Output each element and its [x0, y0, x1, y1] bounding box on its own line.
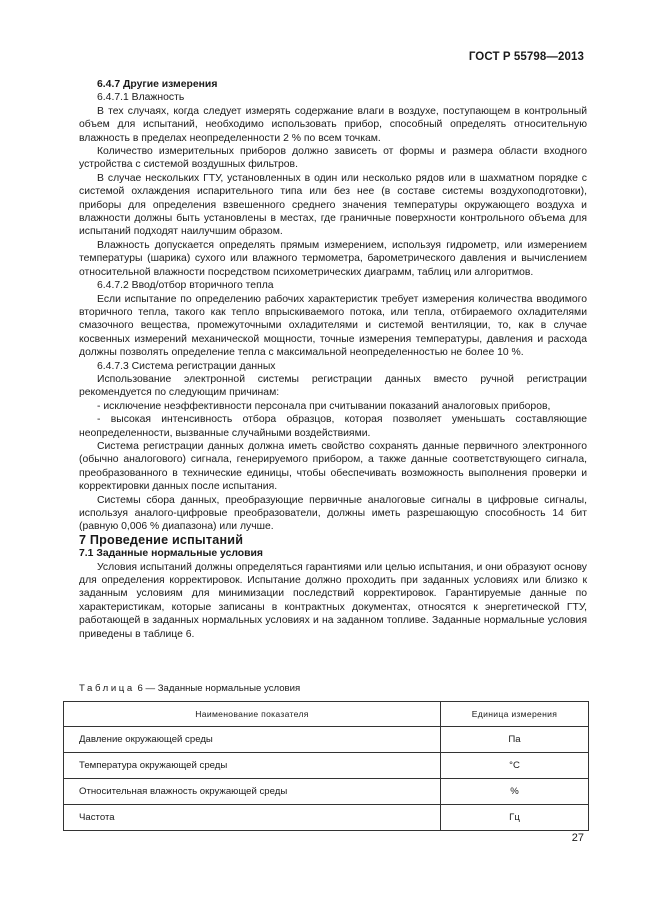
section-heading-7: 7 Проведение испытаний [79, 532, 244, 547]
subsection-title-data-logging: 6.4.7.3 Система регистрации данных [97, 360, 276, 372]
paragraph: Количество измерительных приборов должно зависеть от формы и размера области входного устройства с системой воздушных фильтров. [79, 146, 587, 171]
table-cell: Температура окружающей среды [64, 753, 441, 779]
table-6 [63, 701, 589, 831]
table-row [64, 779, 589, 805]
table-cell: Частота [64, 805, 441, 831]
list-item: - исключение неэффективности персонала при считывании показаний аналоговых приборов, [97, 400, 551, 412]
subsection-title-humidity: 6.4.7.1 Влажность [97, 92, 185, 104]
table-cell: Относительная влажность окружающей среды [64, 779, 441, 805]
paragraph: В тех случаях, когда следует измерять содержание влаги в воздухе, поступающем в контрольный объем для испытаний, необходимо использовать прибор, способный определять относительную влажность в пределах неопределенности 2 % по всем точкам. [79, 105, 587, 144]
table-header-row [64, 702, 589, 727]
table-cell: % [441, 779, 589, 805]
document-body [79, 78, 587, 641]
paragraph: Условия испытаний должны определяться гарантиями или целью испытания, и они образуют основу для определения корректировок. Испытание должно проходить при заданных условиях или близко к заданным условиям для минимизации последствий корректировок. Гарантируемые данные по характеристикам, которые записаны в контрактных документах, относятся к энергетической ГТУ, работающей в заданных нормальных условиях и на заданном топливе. Заданные нормальные условия приведены в таблице 6. [79, 561, 587, 640]
table-caption-title: 6 — Заданные нормальные условия [134, 683, 301, 694]
table-cell: °C [441, 753, 589, 779]
paragraph: Если испытание по определению рабочих характеристик требует измерения количества вводимого вторичного тепла, такого как тепло впрыскиваемого потока, или тепла, отбираемого охладителями смазочного вещества, промежуточными охладителями и системой вентиляции, то, как в случае косвенных измерений механической мощности, точные измерения температуры, давления и расхода должны позволять определение тепла с максимальной неопределенностью не более 10 %. [79, 293, 587, 359]
column-header: Наименование показателя [64, 702, 441, 727]
table-cell: Давление окружающей среды [64, 727, 441, 753]
document-code: ГОСТ Р 55798—2013 [468, 51, 584, 63]
paragraph: Использование электронной системы регистрации данных вместо ручной регистрации рекомендуется по следующим причинам: [79, 373, 587, 399]
table-cell: Па [441, 727, 589, 753]
table-row [64, 727, 589, 753]
table-row [64, 805, 589, 831]
list-item: - высокая интенсивность отбора образцов, которая позволяет уменьшать составляющие неопределенности, вызванные случайными воздействиями. [79, 414, 587, 439]
section-heading-6-4-7: 6.4.7 Другие измерения [97, 79, 218, 90]
table-row [64, 753, 589, 779]
table-caption [79, 683, 300, 694]
paragraph: Система регистрации данных должна иметь свойство сохранять данные первичного электронного (обычно аналогового) сигнала, генерируемого прибором, а также данные соответствующего сигнала, преобразованного в технические единицы, чтобы обеспечивать возможность выполнения проверки и корректировки данных после испытания. [79, 440, 587, 493]
column-header: Единица измерения [441, 702, 589, 727]
table-cell: Гц [441, 805, 589, 831]
paragraph: Системы сбора данных, преобразующие первичные аналоговые сигналы в цифровые сигналы, используя аналого-цифровые преобразователи, должны иметь разрешающую способность 14 бит (равную 0,006 % диапазона) или лучше. [79, 494, 587, 533]
subsection-title-secondary-heat: 6.4.7.2 Ввод/отбор вторичного тепла [97, 280, 274, 292]
paragraph: Влажность допускается определять прямым измерением, используя гидрометр, или измерением температуры (шарика) сухого или влажного термометра, барометрического давления и вычислением относительной влажности посредством психометрических диаграмм, таблиц или алгоритмов. [79, 239, 587, 278]
section-heading-7-1: 7.1 Заданные нормальные условия [79, 548, 263, 560]
table-caption-word: Таблица [79, 683, 135, 694]
page-number: 27 [571, 832, 584, 844]
paragraph: В случае нескольких ГТУ, установленных в один или несколько рядов или в шахматном порядке с системой охлаждения испарительного типа или без нее (в составе системы воздухоподготовки), приборы для определения взвешенного среднего значения температуры окружающего воздуха и влажности должны быть установлены в местах, где граничные поверхности контрольного объема для испытаний подходят наилучшим образом. [79, 172, 587, 238]
